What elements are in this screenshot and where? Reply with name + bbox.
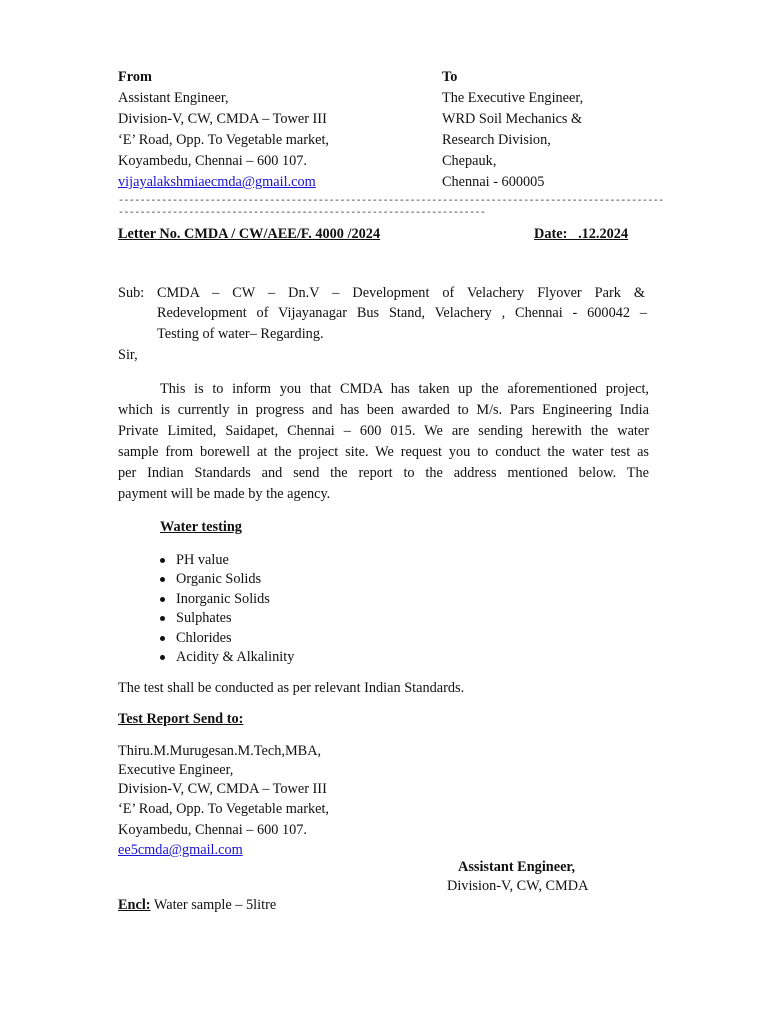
enclosure: [118, 897, 276, 914]
bullet-icon: [160, 636, 165, 641]
to-block: [442, 67, 583, 193]
bullet-icon: [160, 558, 165, 563]
bullet-icon: [160, 577, 165, 582]
subject-line-3: Testing of water– Regarding.: [157, 326, 324, 342]
report-line: Thiru.M.Murugesan.M.Tech,MBA,: [118, 743, 322, 759]
bullet-icon: [160, 655, 165, 660]
body-line-6: payment will be made by the agency.: [118, 486, 331, 502]
body-line-2: which is currently in progress and has been awarded to M/s. Pars Engineering India: [118, 402, 649, 418]
standards-note: The test shall be conducted as per relevant Indian Standards.: [118, 680, 465, 696]
salutation: Sir,: [118, 347, 138, 363]
subject-label: Sub:: [118, 285, 145, 301]
body-line-1: This is to inform you that CMDA has taken up the aforementioned project,: [160, 381, 649, 397]
list-item: [158, 629, 294, 648]
to-line: The Executive Engineer,: [442, 90, 584, 106]
from-line: ‘E’ Road, Opp. To Vegetable market,: [118, 132, 330, 148]
report-email-link[interactable]: ee5cmda@gmail.com: [118, 842, 243, 859]
from-line: Division-V, CW, CMDA – Tower III: [118, 111, 327, 127]
subject-line-1: CMDA – CW – Dn.V – Development of Velachery Flyover Park &: [157, 285, 645, 301]
list-item: [158, 570, 294, 589]
list-item: [158, 551, 294, 570]
from-heading: From: [118, 69, 152, 85]
from-email-link[interactable]: vijayalakshmiaecmda@gmail.com: [118, 174, 316, 190]
from-block: [118, 67, 329, 193]
letter-date: Date: .12.2024: [534, 226, 629, 242]
report-line: Division-V, CW, CMDA – Tower III: [118, 781, 327, 798]
bullet-icon: [160, 597, 165, 602]
to-line: WRD Soil Mechanics &: [442, 111, 583, 127]
test-item-label: PH value: [176, 552, 229, 568]
from-line: Koyambedu, Chennai – 600 107.: [118, 153, 308, 169]
dashed-separator: -------------------------------------------------------------------------------------------------------------------------------------------------------------------------: [118, 196, 664, 219]
enclosure-label: Encl:: [118, 897, 151, 913]
test-item-label: Inorganic Solids: [176, 590, 270, 607]
list-item: [158, 609, 294, 628]
report-heading: Test Report Send to:: [118, 711, 244, 727]
to-line: Research Division,: [442, 132, 551, 148]
enclosure-text: Water sample – 5litre: [150, 897, 277, 913]
body-line-3: Private Limited, Saidapet, Chennai – 600 015. We are sending herewith the water: [118, 423, 649, 439]
test-item-label: Sulphates: [176, 610, 232, 627]
report-line: ‘E’ Road, Opp. To Vegetable market,: [118, 800, 330, 817]
water-testing-heading: Water testing: [160, 519, 242, 535]
test-item-label: Acidity & Alkalinity: [176, 649, 295, 666]
to-heading: To: [442, 69, 458, 85]
test-item-label: Organic Solids: [176, 571, 262, 588]
signature-title: Assistant Engineer,: [458, 859, 576, 875]
to-line: Chepauk,: [442, 153, 497, 169]
subject-line-2: Redevelopment of Vijayanagar Bus Stand, Velachery , Chennai - 600042 –: [157, 305, 647, 321]
signature-division: Division-V, CW, CMDA: [447, 878, 589, 894]
body-line-4: sample from borewell at the project site. We request you to conduct the water test as: [118, 444, 649, 460]
list-item: [158, 590, 294, 609]
to-line: Chennai - 600005: [442, 174, 545, 190]
from-line: Assistant Engineer,: [118, 90, 229, 106]
water-testing-list: [158, 551, 294, 667]
report-line: Executive Engineer,: [118, 762, 234, 779]
report-address-block: [118, 742, 329, 860]
body-line-5: per Indian Standards and send the report to the address mentioned below. The: [118, 465, 649, 481]
list-item: [158, 648, 294, 667]
report-line: Koyambedu, Chennai – 600 107.: [118, 821, 308, 838]
test-item-label: Chlorides: [176, 629, 232, 646]
letter-number: Letter No. CMDA / CW/AEE/F. 4000 /2024: [118, 226, 381, 242]
bullet-icon: [160, 616, 165, 621]
